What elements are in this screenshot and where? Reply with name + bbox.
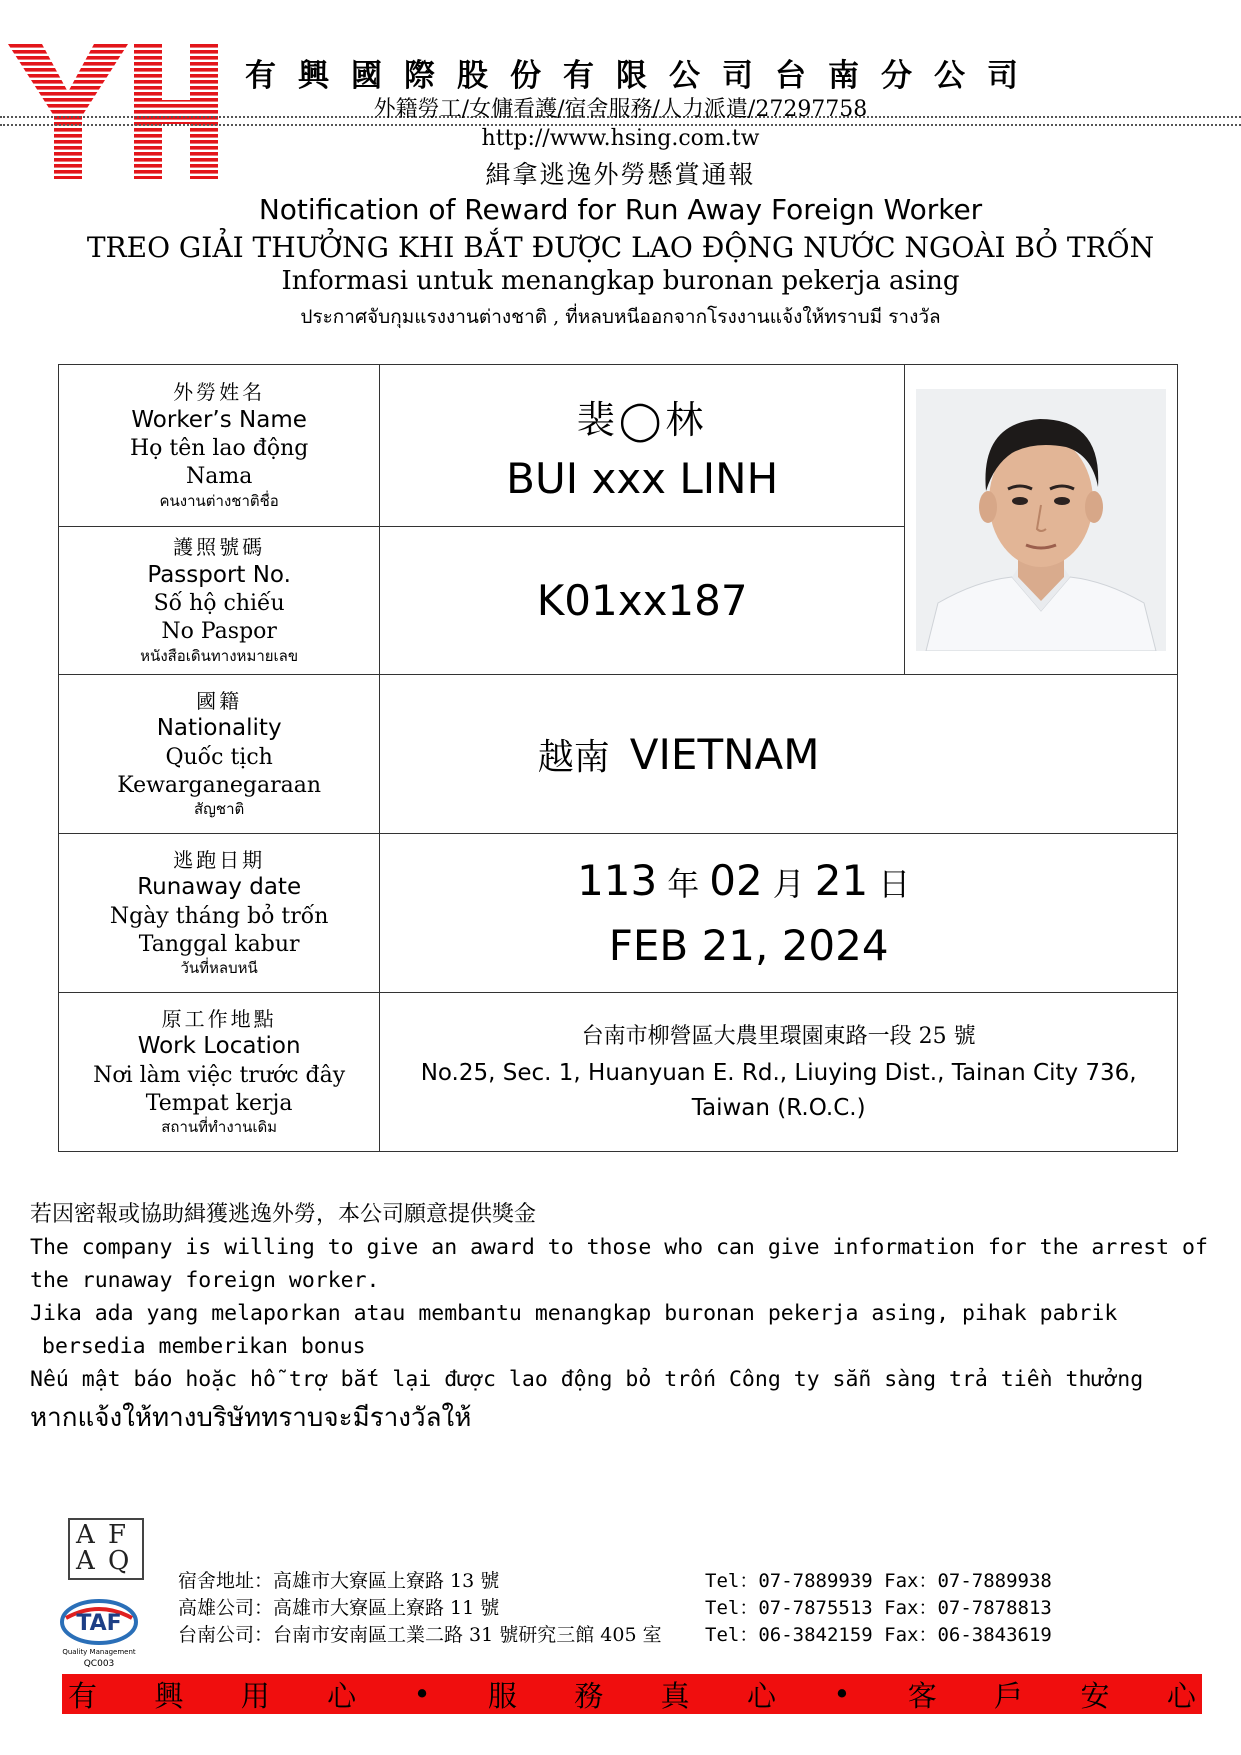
address-tainan: 台南公司：台南市安南區工業二路 31 號研究三館 405 室 [178,1624,662,1646]
taf-certification-logo [58,1598,140,1670]
note-id-line2: bersedia memberikan bonus [42,1334,366,1359]
value-passport [380,527,905,675]
runaway-date-roc: 113 年 02 月 21 日 [577,856,911,905]
nationality-en: VIETNAM [629,729,820,779]
value-nationality [380,675,1178,834]
worker-name-zh: 裴◯林 [576,397,708,442]
contact-tainan: Tel：06-3842159 Fax：06-3843619 [705,1624,1052,1646]
worker-name-en: BUI xxx LINH [506,453,779,503]
services-line: 外籍勞工/女傭看護/宿舍服務/人力派遣/27297758 [373,97,868,122]
contact-kaohsiung: Tel：07-7875513 Fax：07-7878813 [705,1597,1052,1619]
label-nationality: 國籍 Nationality Quốc tịch Kewarganegaraan สัญชาติ [59,675,380,834]
note-zh: 若因密報或協助緝獲逃逸外勞，本公司願意提供獎金 [30,1202,537,1227]
taf-text: TAF [76,1611,122,1636]
value-location [380,993,1178,1152]
note-vi: Nếu mật báo hoặc hỗ trợ bắt lại được lao động bỏ trốn Công ty sẵn sàng trả tiền thưởng [30,1367,1144,1392]
title-en: Notification of Reward for Run Away Foreign Worker [258,193,983,226]
photo-cell [905,365,1178,675]
reward-notes [30,1198,1215,1435]
worker-info-table [58,364,1178,1152]
row-nationality [59,675,1178,834]
title-zh: 緝拿逃逸外勞懸賞通報 [485,160,756,189]
address-dorm: 宿舍地址：高雄市大寮區上寮路 13 號 [178,1570,500,1592]
note-th: หากแจ้งให้ทางบริษัททราบจะมีรางวัลให้ [30,1403,472,1433]
afaq-certification-logo: A F A Q [68,1518,144,1580]
label-location: 原工作地點 Work Location Nơi làm việc trước đây Tempat kerja สถานที่ทำงานเดิม [59,993,380,1152]
value-runaway-date [380,834,1178,993]
value-name [380,365,905,527]
note-id-line1: Jika ada yang melaporkan atau membantu menangkap buronan pekerja asing, pihak pabrik [30,1301,1118,1326]
title-id: Informasi untuk menangkap buronan pekerja asing [281,266,960,296]
company-name: 有興國際股份有限公司台南分公司 [245,58,1040,94]
location-zh: 台南市柳營區大農里環園東路一段 25 號 [581,1024,976,1049]
title-th: ประกาศจับกุมแรงงานต่างชาติ , ที่หลบหนีออกจากโรงงานแจ้งให้ทราบมี รางวัล [300,306,941,328]
label-runaway-date: 逃跑日期 Runaway date Ngày tháng bỏ trốn Tanggal kabur วันที่หลบหนี [59,834,380,993]
title-vi: TREO GIẢI THƯỞNG KHI BẮT ĐƯỢC LAO ĐỘNG NƯỚC NGOÀI BỎ TRỐN [86,231,1155,264]
runaway-date-en: FEB 21, 2024 [608,921,889,970]
taf-sub1: Quality Management [62,1648,136,1656]
contact-dorm: Tel：07-7889939 Fax：07-7889938 [705,1570,1052,1592]
nationality-zh: 越南 [537,736,610,778]
location-en: No.25, Sec. 1, Huanyuan E. Rd., Liuying Dist., Tainan City 736, Taiwan (R.O.C.) [420,1060,1137,1121]
label-passport: 護照號碼 Passport No. Số hộ chiếu No Paspor หนังสือเดินทางหมายเลข [59,527,380,675]
row-runaway-date [59,834,1178,993]
passport-number: K01xx187 [536,576,748,625]
website-url: http://www.hsing.com.tw [481,126,760,151]
row-name [59,365,1178,527]
company-slogan-banner: 有 興 用 心 • 服 務 真 心 • 客 戶 安 心 [62,1674,1202,1714]
address-kaohsiung: 高雄公司：高雄市大寮區上寮路 11 號 [178,1597,500,1619]
row-location [59,993,1178,1152]
taf-sub2: QC003 [83,1659,115,1669]
note-en: The company is willing to give an award to those who can give information for the arrest of the runaway foreign worker. [30,1235,1208,1293]
label-name: 外勞姓名 Worker’s Name Họ tên lao động Nama คนงานต่างชาติชื่อ [59,365,380,527]
worker-photo [916,389,1166,651]
